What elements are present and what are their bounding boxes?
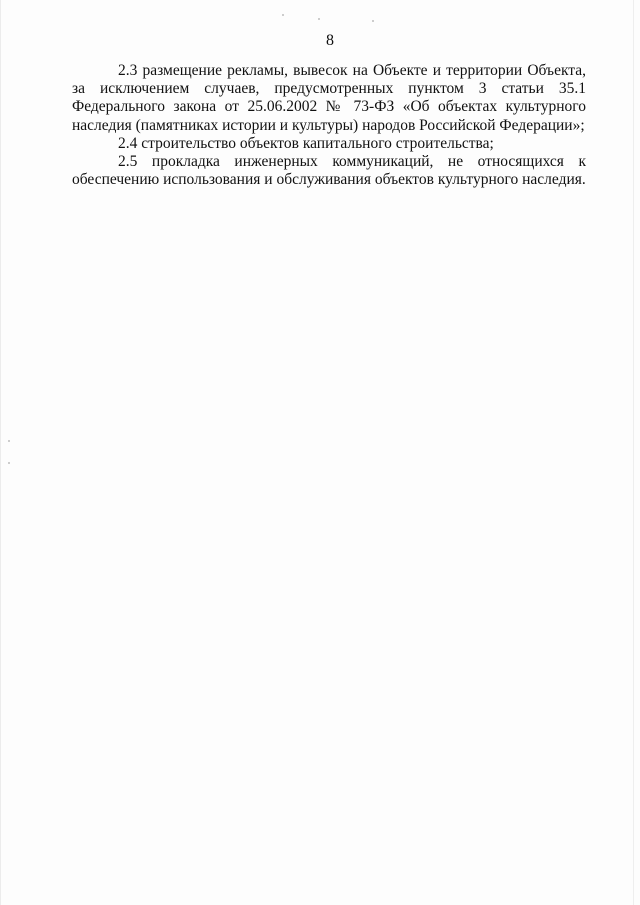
- scan-speck: [8, 440, 10, 442]
- body-text: [72, 62, 586, 189]
- scan-speck: [372, 20, 374, 22]
- scan-speck: [318, 18, 320, 20]
- scan-edge-left: [0, 0, 1, 905]
- paragraph-2-4: 2.4 строительство объектов капитального строительства;: [118, 134, 494, 152]
- scan-speck: [8, 462, 10, 464]
- paragraph-2-3: 2.3 размещение рекламы, вывесок на Объекте и территории Объекта, за исключением случаев, предусмотренных пунктом 3 статьи 35.1 Федерального закона от 25.06.2002 № 73-ФЗ «Об объектах культурного наследия (памятниках истории и культуры) народов Российской Федерации»;: [72, 62, 586, 134]
- page-number: 8: [326, 32, 334, 49]
- scan-speck: [282, 14, 284, 16]
- paragraph-2-5: 2.5 прокладка инженерных коммуникаций, не относящихся к обеспечению использования и обслуживания объектов культурного наследия.: [72, 153, 586, 189]
- scan-edge-right: [633, 0, 634, 905]
